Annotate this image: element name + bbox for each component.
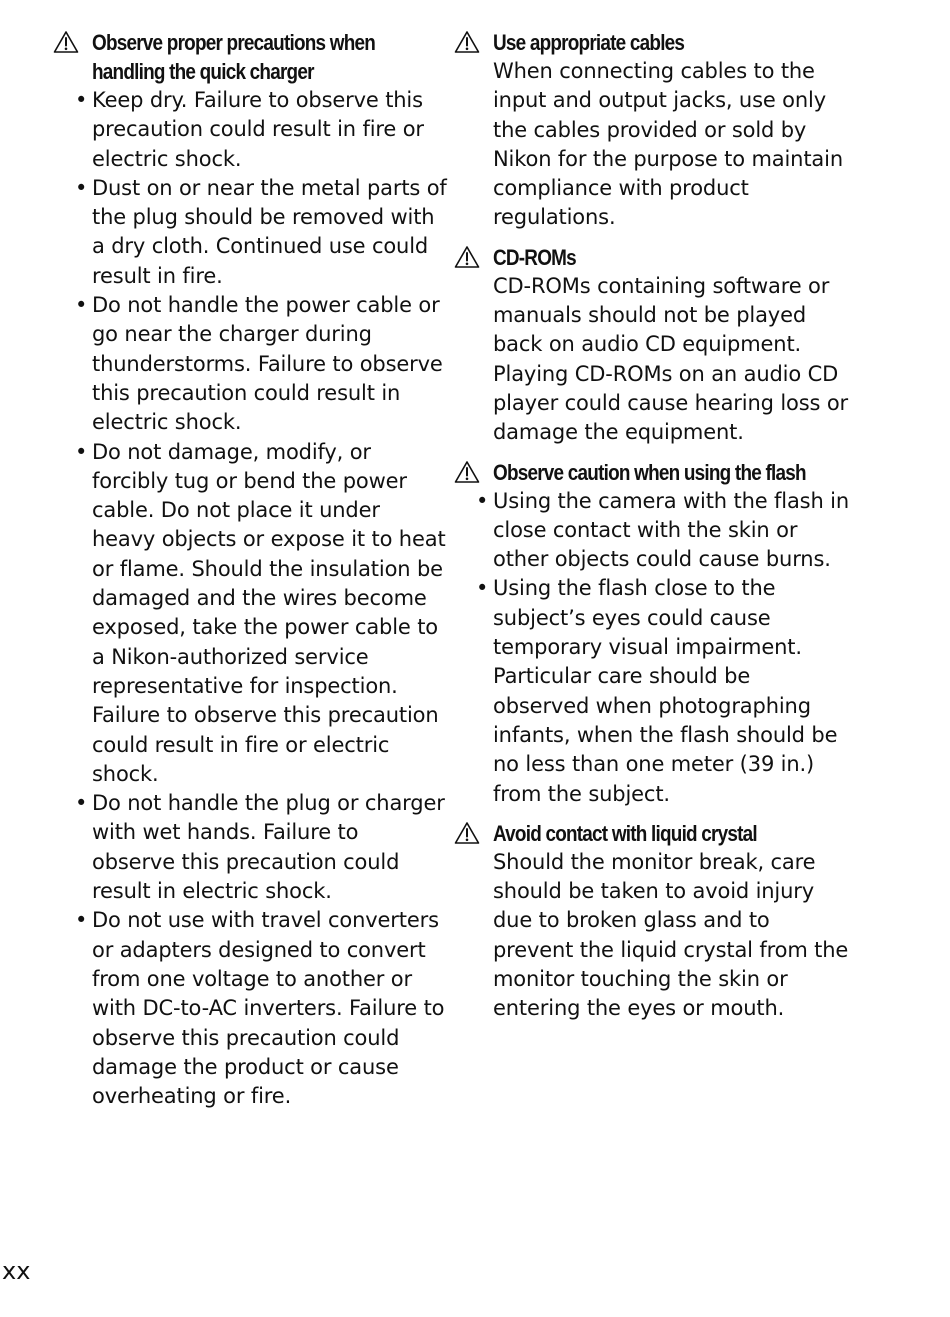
text-line: or flame. Should the insulation be <box>92 556 443 581</box>
text-line: the cables provided or sold by <box>493 117 807 142</box>
liquid-crystal-heading <box>453 819 853 848</box>
cdroms-heading <box>453 243 853 272</box>
text-line: infants, when the flash should be <box>493 722 838 747</box>
text-line: with DC-to-AC inverters. Failure to <box>92 996 445 1021</box>
text-line: no less than one meter (39 in.) <box>493 752 815 777</box>
list-item <box>92 906 448 1111</box>
text-line: subject’s eyes could cause <box>493 605 771 630</box>
list-item <box>92 789 448 906</box>
text-line: heavy objects or expose it to heat <box>92 527 446 552</box>
section-title: CD-ROMs <box>493 244 576 270</box>
text-line: electric shock. <box>92 146 242 171</box>
text-line: should be taken to avoid injury <box>493 879 815 904</box>
text-line: result in fire. <box>92 263 223 288</box>
list-item <box>493 487 853 575</box>
text-line: compliance with product <box>493 176 749 201</box>
text-line: manuals should not be played <box>493 303 807 328</box>
text-line: prevent the liquid crystal from the <box>493 937 849 962</box>
liquid-crystal-body <box>453 848 853 1024</box>
list-item <box>92 86 448 174</box>
text-line: observe this precaution could <box>92 849 400 874</box>
text-line: shock. <box>92 761 159 786</box>
text-line: with wet hands. Failure to <box>92 820 359 845</box>
list-item <box>92 291 448 437</box>
text-line: • Dust on or near the metal parts of <box>92 175 447 200</box>
text-line: observed when photographing <box>493 693 811 718</box>
text-line: representative for inspection. <box>92 673 398 698</box>
text-line: the plug should be removed with <box>92 205 435 230</box>
text-line: overheating or fire. <box>92 1084 292 1109</box>
section-title-line: handling the quick charger <box>92 59 314 84</box>
list-item <box>92 174 448 291</box>
page-number: xx <box>2 1257 31 1285</box>
text-line: Particular care should be <box>493 664 751 689</box>
warning-triangle-icon <box>454 245 480 269</box>
section-title: Use appropriate cables <box>493 30 685 55</box>
text-line: precaution could result in fire or <box>92 117 424 142</box>
warning-triangle-icon <box>53 30 79 54</box>
text-line: close contact with the skin or <box>493 517 798 542</box>
text-line: this precaution could result in <box>92 380 401 405</box>
charger-precautions-heading <box>52 28 448 86</box>
text-line: other objects could cause burns. <box>493 547 831 572</box>
text-line: a Nikon-authorized service <box>92 644 369 669</box>
text-line: Nikon for the purpose to maintain <box>493 146 843 171</box>
text-line: When connecting cables to the <box>493 59 815 83</box>
right-column <box>453 28 853 1034</box>
text-line: from one voltage to another or <box>92 966 412 991</box>
text-line: monitor touching the skin or <box>493 967 788 992</box>
warning-triangle-icon <box>454 821 480 845</box>
text-line: • Do not handle the power cable or <box>92 293 440 318</box>
text-line: could result in fire or electric <box>92 732 390 757</box>
text-line: or adapters designed to convert <box>92 937 426 962</box>
text-line: observe this precaution could <box>92 1025 400 1050</box>
text-line: forcibly tug or bend the power <box>92 468 407 493</box>
text-line: electric shock. <box>92 410 242 435</box>
section-title: Avoid contact with liquid crystal <box>493 820 757 846</box>
list-item <box>493 574 853 808</box>
text-line: • Do not use with travel converters <box>92 908 439 933</box>
list-item <box>92 438 448 790</box>
cables-heading <box>453 28 853 57</box>
text-line: player could cause hearing loss or <box>493 390 848 415</box>
text-line: • Do not damage, modify, or <box>92 439 371 464</box>
cdroms-body <box>453 272 853 448</box>
left-column <box>52 28 448 1121</box>
cables-section <box>453 28 853 233</box>
text-line: regulations. <box>493 205 616 230</box>
text-line: a dry cloth. Continued use could <box>92 234 429 259</box>
text-line: result in electric shock. <box>92 879 332 904</box>
text-line: Should the monitor break, care <box>493 849 816 874</box>
warning-triangle-icon <box>454 460 480 484</box>
text-line: from the subject. <box>493 781 670 806</box>
liquid-crystal-section <box>453 819 853 1024</box>
charger-precautions-section <box>52 28 448 1111</box>
text-line: cable. Do not place it under <box>92 498 380 523</box>
text-line: input and output jacks, use only <box>493 88 826 113</box>
text-line: damage the equipment. <box>493 420 744 445</box>
section-title: Observe caution when using the flash <box>493 459 806 485</box>
cables-body <box>453 57 853 233</box>
warning-triangle-icon <box>454 30 480 54</box>
charger-bullet-list <box>52 86 448 1111</box>
text-line: damage the product or cause <box>92 1054 399 1079</box>
flash-section <box>453 458 853 809</box>
text-line: • Using the flash close to the <box>493 576 776 601</box>
text-line: damaged and the wires become <box>92 586 427 611</box>
text-line: • Using the camera with the flash in <box>493 488 850 513</box>
text-line: Playing CD-ROMs on an audio CD <box>493 361 839 386</box>
text-line: thunderstorms. Failure to observe <box>92 351 443 376</box>
text-line: exposed, take the power cable to <box>92 615 438 640</box>
text-line: back on audio CD equipment. <box>493 332 802 357</box>
text-line: • Keep dry. Failure to observe this <box>92 88 423 112</box>
text-line: go near the charger during <box>92 322 372 347</box>
text-line: • Do not handle the plug or charger <box>92 791 445 816</box>
text-line: due to broken glass and to <box>493 908 770 933</box>
flash-bullet-list <box>453 487 853 809</box>
text-line: CD-ROMs containing software or <box>493 273 830 298</box>
section-title-line: Observe proper precautions when <box>92 30 376 55</box>
text-line: temporary visual impairment. <box>493 635 802 660</box>
flash-heading <box>453 458 853 487</box>
cdroms-section <box>453 243 853 448</box>
text-line: entering the eyes or mouth. <box>493 996 785 1021</box>
text-line: Failure to observe this precaution <box>92 703 439 728</box>
